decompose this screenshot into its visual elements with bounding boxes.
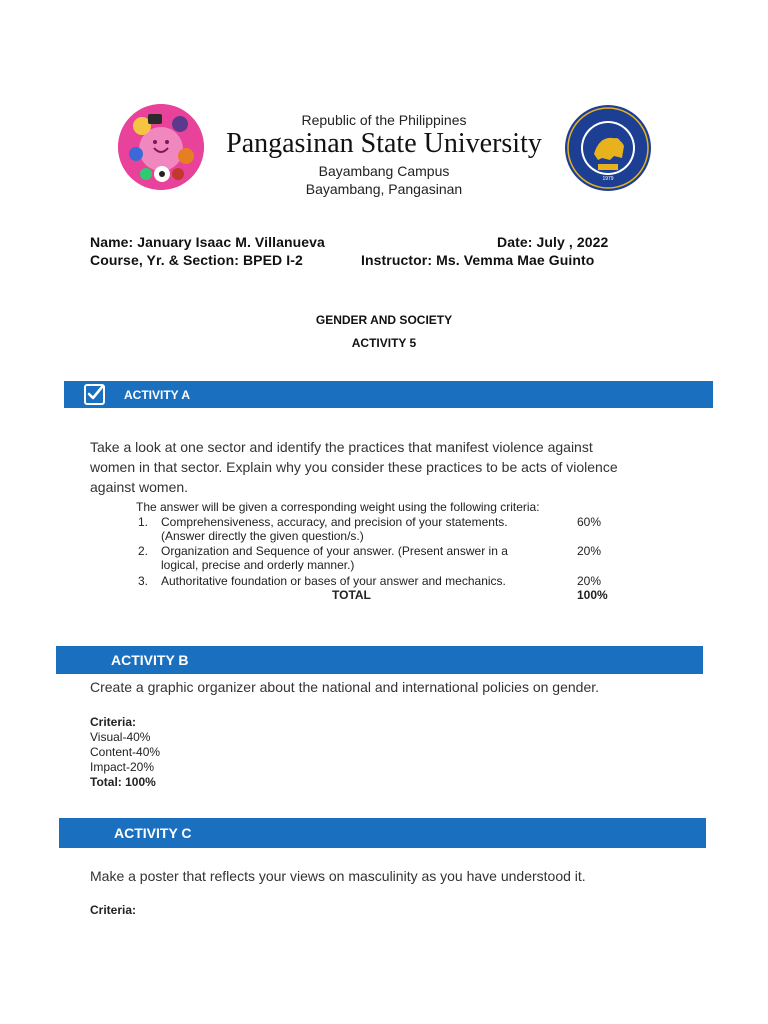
subject-title: GENDER AND SOCIETY [315, 313, 453, 327]
activity-a-prompt-line-2: women in that sector. Explain why you consider these practices to be acts of violence [90, 459, 618, 475]
criteria-2-line-1: Organization and Sequence of your answer. (Present answer in a [161, 544, 508, 558]
header-university: Pangasinan State University [226, 128, 542, 159]
header-location: Bayambang, Pangasinan [305, 181, 463, 197]
criteria-3-weight: 20% [577, 574, 602, 588]
checkbox-icon [84, 384, 105, 405]
activity-b-header [56, 646, 703, 674]
activity-b-criteria-visual: Visual-40% [90, 730, 151, 744]
criteria-1-num: 1. [138, 515, 149, 529]
criteria-3-num: 3. [138, 574, 149, 588]
seal-year: 1979 [602, 176, 614, 182]
criteria-intro: The answer will be given a corresponding weight using the following criteria: [136, 500, 540, 514]
criteria-3-line-1: Authoritative foundation or bases of your answer and mechanics. [161, 574, 506, 588]
activity-b-criteria-title: Criteria: [90, 715, 137, 729]
criteria-2-line-2: logical, precise and orderly manner.) [161, 558, 355, 572]
activity-b-label: ACTIVITY B [111, 652, 189, 668]
activity-c-header [59, 818, 706, 848]
activity-a-prompt-line-3: against women. [90, 479, 189, 495]
activity-c-criteria-title: Criteria: [90, 903, 137, 917]
criteria-1-weight: 60% [577, 515, 602, 529]
activity-b-criteria-total: Total: 100% [90, 775, 156, 789]
activity-c-prompt: Make a poster that reflects your views on masculinity as you have understood it. [90, 868, 586, 884]
student-name: Name: January Isaac M. Villanueva [90, 234, 325, 250]
instructor-name: Instructor: Ms. Vemma Mae Guinto [361, 252, 595, 268]
criteria-2-num: 2. [138, 544, 149, 558]
criteria-total-label: TOTAL [332, 588, 371, 602]
activity-a-header [64, 381, 713, 408]
activity-number: ACTIVITY 5 [351, 336, 417, 350]
criteria-1-line-1: Comprehensiveness, accuracy, and precision of your statements. [161, 515, 508, 529]
criteria-1-line-2: (Answer directly the given question/s.) [161, 529, 364, 543]
criteria-2-weight: 20% [577, 544, 602, 558]
activity-b-prompt: Create a graphic organizer about the national and international policies on gender. [90, 679, 600, 695]
activity-c-label: ACTIVITY C [114, 825, 192, 841]
activity-b-criteria-content: Content-40% [90, 745, 161, 759]
submission-date: Date: July , 2022 [497, 234, 609, 250]
activity-b-criteria-impact: Impact-20% [90, 760, 155, 774]
header-republic: Republic of the Philippines [301, 112, 467, 128]
activity-a-prompt-line-1: Take a look at one sector and identify the practices that manifest violence against [90, 439, 593, 455]
activity-a-label: ACTIVITY A [124, 388, 191, 402]
course-section: Course, Yr. & Section: BPED I-2 [90, 252, 303, 268]
header-campus: Bayambang Campus [318, 163, 450, 179]
criteria-total-value: 100% [577, 588, 608, 602]
